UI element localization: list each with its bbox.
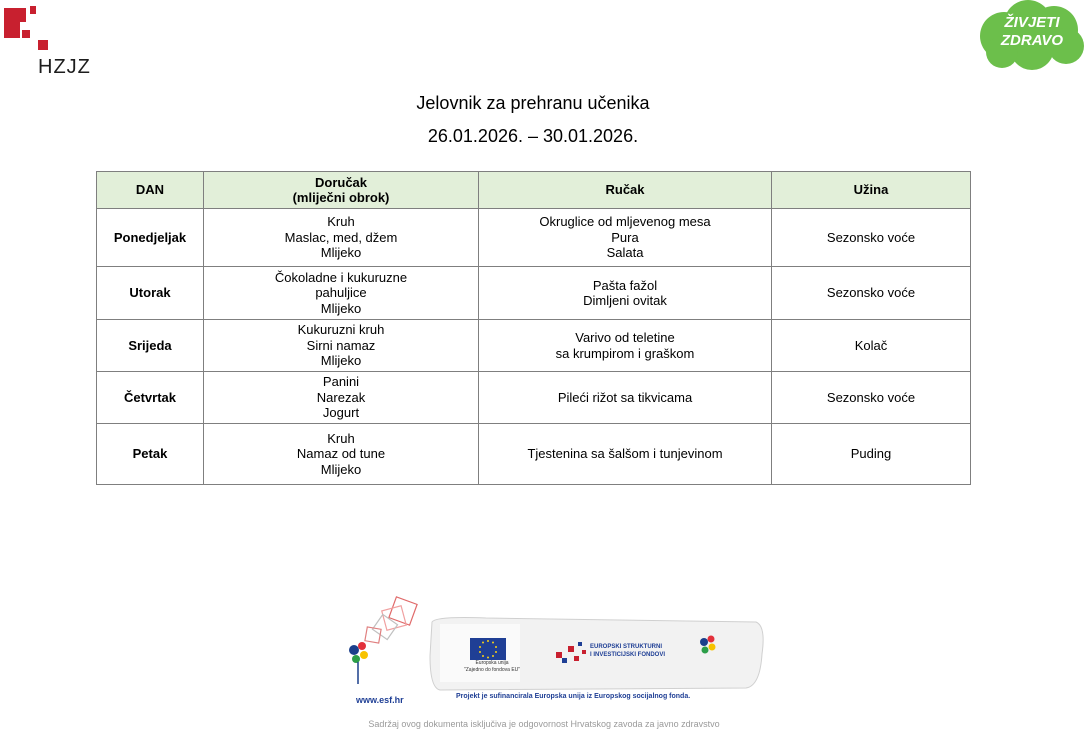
breakfast-item: Narezak xyxy=(316,389,366,405)
breakfast-cell xyxy=(204,267,479,320)
logo-pixel xyxy=(4,8,20,38)
breakfast-item: Kruh xyxy=(327,214,355,230)
lunch-item: Varivo od teletine xyxy=(575,330,675,345)
logo-pixel xyxy=(30,6,36,14)
zivjeti-zdravo-logo xyxy=(978,0,1086,72)
lunch-cell xyxy=(479,320,772,372)
snack-cell: Sezonsko voće xyxy=(772,209,971,267)
breakfast-item: Čokoladne i kukuruzne xyxy=(274,269,408,285)
lunch-item: Tjestenina sa šalšom i tunjevinom xyxy=(527,446,723,462)
date-range: 26.01.2026. – 30.01.2026. xyxy=(427,126,639,146)
breakfast-item: Mlijeko xyxy=(320,300,362,316)
lunch-item: Pašta fažol xyxy=(592,277,658,293)
breakfast-item: Maslac, med, džem xyxy=(284,229,398,245)
header-lunch: Ručak xyxy=(479,172,772,209)
breakfast-item: Mlijeko xyxy=(320,245,362,261)
lunch-item: Okruglice od mljevenog mesa xyxy=(539,214,711,230)
table-header-row xyxy=(97,172,971,209)
lunch-cell xyxy=(479,424,772,485)
logo-pixel xyxy=(22,30,30,38)
logo-line-1: ŽIVJETI xyxy=(1004,14,1060,31)
day-cell: Petak xyxy=(97,424,204,485)
table-row xyxy=(97,209,971,267)
logo-line-2: ZDRAVO xyxy=(1000,32,1064,49)
project-text: Projekt je sufinancirala Europska unija iz Europskog socijalnog fonda. xyxy=(456,693,691,700)
snack-cell: Sezonsko voće xyxy=(772,267,971,320)
day-cell: Ponedjeljak xyxy=(97,209,204,267)
lunch-item: Pileći rižot sa tikvicama xyxy=(557,389,693,405)
lunch-item: sa krumpirom i graškom xyxy=(555,345,695,361)
lunch-item: Dimljeni ovitak xyxy=(583,293,667,308)
eu-label-line-1: Europska unija xyxy=(475,660,509,666)
breakfast-item: Jogurt xyxy=(322,405,360,421)
table-row xyxy=(97,424,971,485)
hzjz-logo-text: HZJZ xyxy=(38,56,91,78)
breakfast-item: Namaz od tune xyxy=(296,446,386,462)
breakfast-item: Kruh xyxy=(327,430,355,446)
breakfast-cell xyxy=(204,372,479,424)
lunch-cell xyxy=(479,372,772,424)
breakfast-item: Mlijeko xyxy=(320,461,362,477)
esf-url: www.esf.hr xyxy=(356,695,404,705)
breakfast-item: Panini xyxy=(322,374,360,390)
breakfast-item: pahuljice xyxy=(315,285,367,301)
esf-banner xyxy=(336,592,766,710)
breakfast-cell xyxy=(204,320,479,372)
zivjeti-zdravo-text xyxy=(978,14,1086,50)
hzjz-logo xyxy=(2,6,94,78)
header-day: DAN xyxy=(97,172,204,209)
lunch-item: Pura xyxy=(611,229,639,245)
menu-table xyxy=(96,171,971,485)
header-snack: Užina xyxy=(772,172,971,209)
disclaimer: Sadržaj ovog dokumenta isključiva je odgovornost Hrvatskog zavoda za javno zdravstvo xyxy=(368,719,720,729)
page-title: Jelovnik za prehranu učenika xyxy=(416,93,650,113)
lunch-item: Salata xyxy=(606,245,644,261)
snack-cell: Puding xyxy=(772,424,971,485)
funds-line-1: EUROPSKI STRUKTURNI xyxy=(590,644,663,650)
funds-line-2: I INVESTICIJSKI FONDOVI xyxy=(590,652,666,658)
breakfast-item: Kukuruzni kruh xyxy=(297,322,385,338)
lunch-cell xyxy=(479,209,772,267)
table-row xyxy=(97,372,971,424)
day-cell: Četvrtak xyxy=(97,372,204,424)
breakfast-cell xyxy=(204,424,479,485)
lunch-cell xyxy=(479,267,772,320)
eu-label xyxy=(450,660,534,674)
eu-label-line-2: "Zajedno do fondova EU" xyxy=(463,667,521,673)
header-breakfast xyxy=(204,172,479,209)
day-cell: Srijeda xyxy=(97,320,204,372)
table-row xyxy=(97,320,971,372)
table-row xyxy=(97,267,971,320)
breakfast-item: Sirni namaz xyxy=(306,337,376,353)
funds-label xyxy=(590,643,665,659)
snack-cell: Sezonsko voće xyxy=(772,372,971,424)
snack-cell: Kolač xyxy=(772,320,971,372)
logo-pixel xyxy=(38,40,48,50)
header-breakfast-subtitle: (mliječni obrok) xyxy=(292,190,390,205)
breakfast-cell xyxy=(204,209,479,267)
day-cell: Utorak xyxy=(97,267,204,320)
header-breakfast-title: Doručak xyxy=(314,174,368,190)
logo-pixel xyxy=(20,8,26,22)
breakfast-item: Mlijeko xyxy=(320,353,362,369)
